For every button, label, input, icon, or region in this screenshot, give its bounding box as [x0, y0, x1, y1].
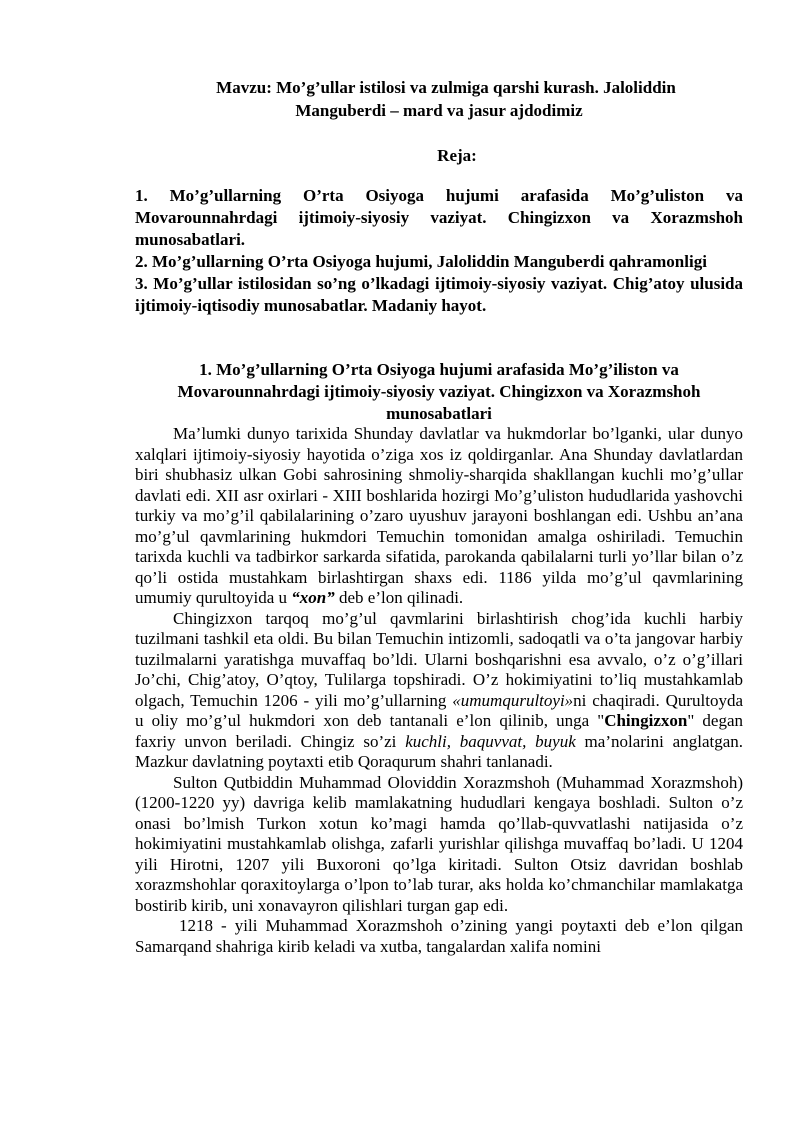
- p2-emphasis-2: kuchli, baquvvat, buyuk: [405, 731, 576, 751]
- paragraph-3: Sulton Qutbiddin Muhammad Oloviddin Xorazmshoh (Muhammad Xorazmshoh) (1200-1220 yy) davriga kelib mamlakatning hududlari kengaya boshladi. Sulton o’z onasi bo’lmish Turkon xotun ko’magi hamda qo’llab-quvvatlashi natijasida o’z hokimiyatini mustahkamlab olishga, zafarli yurishlar qilishga muvaffaq bo’ladi. U 1204 yili Hirotni, 1207 yili Buxoroni qo’lga kiritadi. Sulton Otsiz davridan boshlab xorazmshohlar qoraxitoylarga o’lpon to’lab turar, aks holda ko’chmanchilar mamlakatga bostirib kirib, uni xonavayron qilishlari turgan gap edi.: [135, 772, 743, 915]
- p2-emphasis: «umumqurultoyi»: [452, 690, 574, 710]
- document-title: [135, 76, 743, 122]
- p2-text-c: " degan faxriy unvon beriladi. Chingiz so’zi: [135, 711, 743, 751]
- paragraph-1: [135, 424, 743, 609]
- p2-text-a: Chingizxon tarqoq mo’g’ul qavmlarini birlashtirish chog’ida kuchli harbiy tuzilmani tashkil eta oldi. Bu bilan Temuchin intizomli, sadoqatli va o’ta jangovar harbiy tuzilmalarni yaratishga muvaffaq bo’ldi. Ularni boshqarishni esa avvalo, o’z o’g’illari Jo’chi, Chig’atoy, O’qtoy, Tulilarga topshiradi. O’z hokimiyatini to’liq mustahkamlab olgach, Temuchin 1206 - yili mo’g’ullarning: [135, 608, 743, 710]
- p1-emphasis: “xon”: [291, 588, 335, 607]
- p1-text-b: deb e’lon qilinadi.: [334, 588, 464, 607]
- p2-strong: Chingizxon: [604, 711, 688, 730]
- p2-text-d: ma’nolarini anglatgan. Mazkur davlatning poytaxti etib Qoraqurum shahri tanlanadi.: [135, 731, 744, 771]
- plan-heading: Reja:: [437, 146, 477, 165]
- paragraph-2: [135, 609, 743, 773]
- plan-list: [135, 185, 743, 317]
- section-heading: 1. Mo’g’ullarning O’rta Osiyoga hujumi arafasida Mo’g’iliston va Movarounnahrdagi ijtimoiy-siyosiy vaziyat. Chingizxon va Xorazmshoh munosabatlari: [177, 360, 701, 423]
- paragraph-4: 1218 - yili Muhammad Xorazmshoh o’zining yangi poytaxti deb e’lon qilgan Samarqand shahriga kirib keladi va xutba, tangalardan xalifa nomini: [135, 916, 743, 956]
- plan-item: 1. Mo’g’ullarning O’rta Osiyoga hujumi arafasida Mo’g’uliston va Movarounnahrdagi ijtimoiy-siyosiy vaziyat. Chingizxon va Xorazmshoh munosabatlari.: [135, 186, 743, 249]
- title-line-2: Manguberdi – mard va jasur ajdodimiz: [295, 101, 583, 120]
- plan-item: 3. Mo’g’ullar istilosidan so’ng o’lkadagi ijtimoiy-siyosiy vaziyat. Chig’atoy ulusida ijtimoiy-iqtisodiy munosabatlar. Madaniy hayot.: [135, 274, 743, 315]
- plan-item: 2. Mo’g’ullarning O’rta Osiyoga hujumi, Jaloliddin Manguberdi qahramonligi: [135, 252, 707, 271]
- p1-text-a: Ma’lumki dunyo tarixida Shunday davlatlar va hukmdorlar bo’lganki, ular dunyo xalqlari ijtimoiy-siyosiy hayotida o’ziga xos iz qoldirganlar. Ana Shunday davlatlardan biri shubhasiz ulkan Gobi sahrosining shmoliy-sharqida shakllangan kuchli mo’g’ullar davlati edi. XII asr oxirlari - XIII boshlarida hozirgi Mo’g’uliston hududlarida yashovchi turkiy va mo’g’il qabilalarining o’zaro uyushuv jarayoni boshlangan edi. Ushbu an’ana mo’g’ul qavmlarining hukmdori Temuchin tomonidan amalga oshiriladi. Temuchin tarixda kuchli va tadbirkor sarkarda sifatida, parokanda qabilalarni turli yo’llar bilan o’z qo’li ostida mustahkam birlashtirgan shaxs edi. 1186 yilda mo’g’ul qavmlarining umumiy qurultoyida u: [135, 424, 743, 607]
- title-line-1: Mavzu: Mo’g’ullar istilosi va zulmiga qarshi kurash. Jaloliddin: [216, 78, 676, 97]
- body-text: [135, 424, 743, 957]
- p2-text-b: ni chaqiradi. Qurultoyda u oliy mo’g’ul hukmdori xon deb tantanali e’lon qilinib, unga ": [135, 690, 743, 730]
